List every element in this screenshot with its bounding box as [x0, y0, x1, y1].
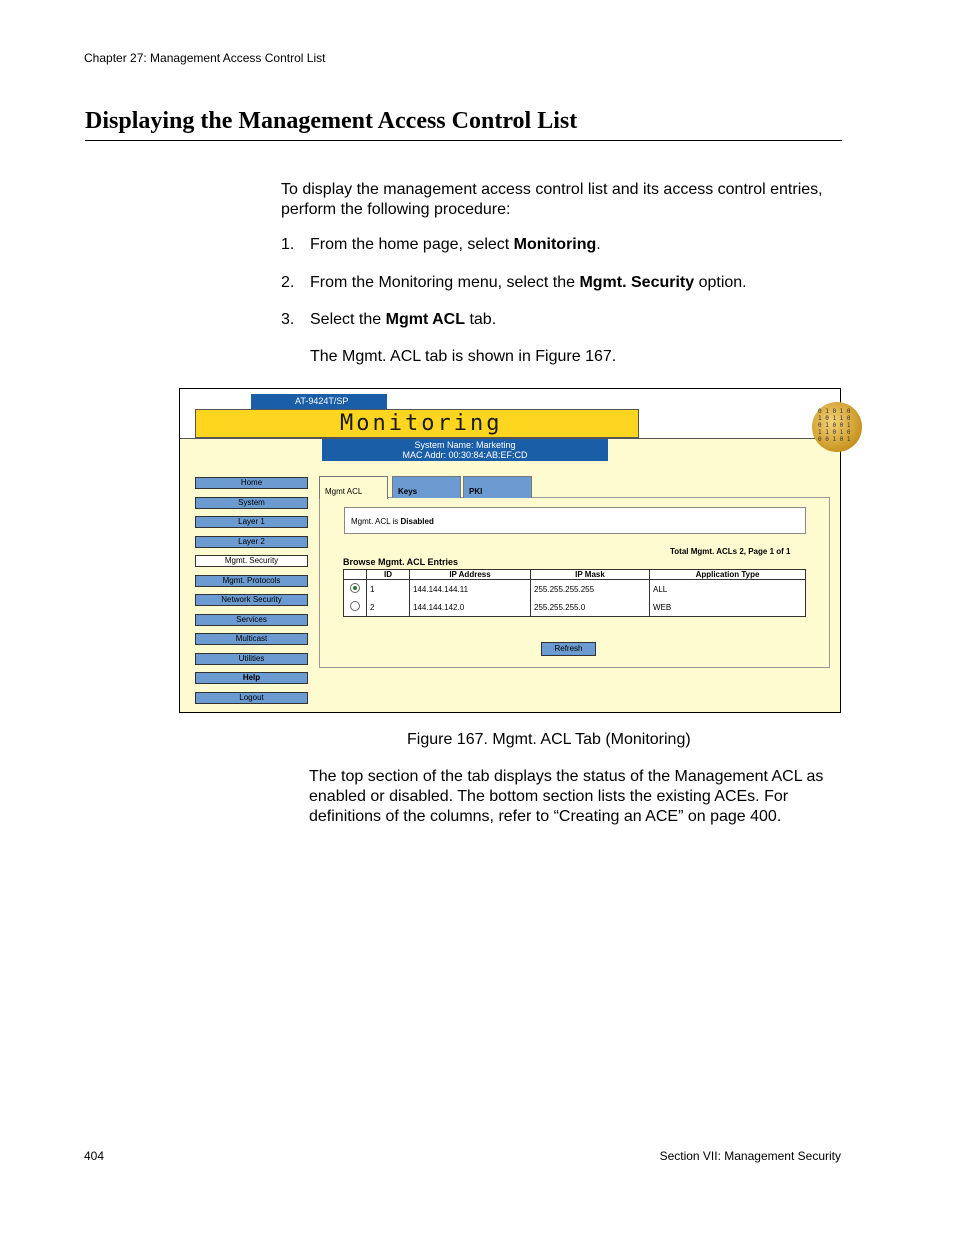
intro-paragraph: To display the management access control list and its access control entries, perform the following procedure:	[281, 181, 823, 218]
cell-ip-address: 144.144.144.11	[410, 580, 531, 599]
row-select-cell	[344, 598, 367, 617]
cell-id: 2	[367, 598, 410, 617]
step-text-end: tab.	[465, 311, 497, 328]
nav-services[interactable]: Services	[195, 614, 308, 626]
nav-utilities[interactable]: Utilities	[195, 653, 308, 665]
nav-help[interactable]: Help	[195, 672, 308, 684]
status-value: Disabled	[400, 517, 434, 526]
step-2	[281, 274, 747, 292]
running-head: Chapter 27: Management Access Control List	[84, 51, 326, 65]
figure-caption: Figure 167. Mgmt. ACL Tab (Monitoring)	[407, 731, 691, 748]
nav-system[interactable]: System	[195, 497, 308, 509]
mac-address: MAC Addr: 00:30:84:AB:EF:CD	[402, 450, 528, 460]
nav-network-security[interactable]: Network Security	[195, 594, 308, 606]
row-radio-button[interactable]	[350, 601, 360, 611]
total-count-label: Total Mgmt. ACLs 2, Page 1 of 1	[670, 547, 791, 556]
model-bar: AT-9424T/SP	[251, 394, 387, 409]
cell-application-type: WEB	[650, 598, 806, 617]
page-title: Displaying the Management Access Control List	[85, 108, 578, 134]
step-number: 2.	[281, 274, 295, 291]
step-text: From the Monitoring menu, select the	[310, 274, 580, 291]
refresh-button[interactable]: Refresh	[541, 642, 596, 656]
step-bold: Mgmt. Security	[579, 274, 695, 291]
step-text: From the home page, select	[310, 236, 514, 253]
browse-label: Browse Mgmt. ACL Entries	[343, 557, 459, 567]
nav-layer-1[interactable]: Layer 1	[195, 516, 308, 528]
column-header-id: ID	[367, 570, 410, 580]
tab-keys[interactable]: Keys	[392, 476, 461, 498]
cell-ip-mask: 255.255.255.255	[531, 580, 650, 599]
row-select-cell	[344, 580, 367, 599]
globe-logo-icon: 0 1 0 1 0 1 0 1 1 0 0 1 0 0 1 1 1 0 1 0 0 0 1 0 1	[812, 402, 862, 452]
figure-reference: The Mgmt. ACL tab is shown in Figure 167.	[310, 348, 617, 365]
step-text: Select the	[310, 311, 386, 328]
nav-logout[interactable]: Logout	[195, 692, 308, 704]
column-header-application-type: Application Type	[650, 570, 806, 580]
page-number: 404	[84, 1149, 105, 1163]
system-name: System Name: Marketing	[414, 440, 516, 450]
cell-ip-mask: 255.255.255.0	[531, 598, 650, 617]
nav-mgmt-protocols[interactable]: Mgmt. Protocols	[195, 575, 308, 587]
step-3	[281, 311, 496, 329]
system-info-bar	[322, 439, 608, 461]
nav-mgmt-security[interactable]: Mgmt. Security	[195, 555, 308, 567]
column-header-ip-mask: IP Mask	[531, 570, 650, 580]
acl-table	[343, 569, 806, 617]
table-row	[344, 598, 806, 617]
column-header-ip-address: IP Address	[410, 570, 531, 580]
tab-pki[interactable]: PKI	[463, 476, 532, 498]
figure-screenshot	[179, 388, 851, 713]
nav-multicast[interactable]: Multicast	[195, 633, 308, 645]
acl-status-box	[344, 507, 806, 534]
tab-mgmt-acl[interactable]: Mgmt ACL	[319, 476, 388, 499]
table-header-row	[344, 570, 806, 580]
step-number: 3.	[281, 311, 295, 328]
step-bold: Monitoring	[513, 236, 597, 253]
step-1	[281, 236, 601, 254]
step-text-end: .	[596, 236, 601, 253]
step-number: 1.	[281, 236, 295, 253]
title-rule	[85, 140, 842, 141]
cell-id: 1	[367, 580, 410, 599]
step-bold: Mgmt ACL	[385, 311, 465, 328]
step-text-end: option.	[694, 274, 747, 291]
table-row	[344, 580, 806, 599]
status-label: Mgmt. ACL is	[351, 517, 401, 526]
column-header-select	[344, 570, 367, 580]
row-radio-button[interactable]	[350, 583, 360, 593]
nav-home[interactable]: Home	[195, 477, 308, 489]
cell-application-type: ALL	[650, 580, 806, 599]
section-footer: Section VII: Management Security	[659, 1149, 841, 1163]
closing-paragraph: The top section of the tab displays the status of the Management ACL as enabled or disabled. The bottom section lists the existing ACEs. For definitions of the columns, refer to “Creating an ACE” on page 400.	[309, 768, 824, 825]
cell-ip-address: 144.144.142.0	[410, 598, 531, 617]
nav-layer-2[interactable]: Layer 2	[195, 536, 308, 548]
banner-title: Monitoring	[340, 411, 503, 436]
